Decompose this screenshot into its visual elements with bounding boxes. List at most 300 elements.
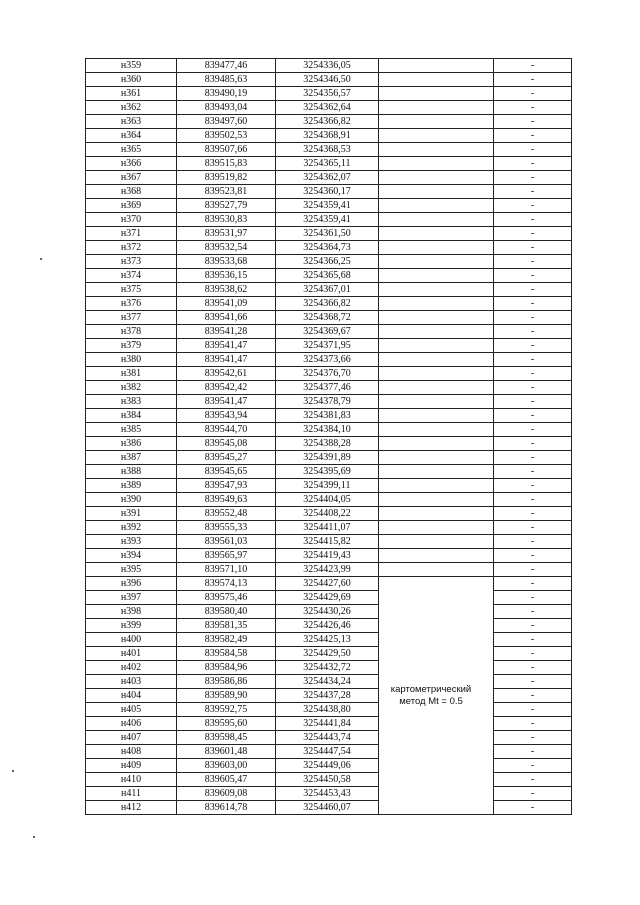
error-cell: - [494, 87, 572, 101]
x-coordinate-cell: 839530,83 [177, 213, 276, 227]
y-coordinate-cell: 3254366,25 [276, 255, 379, 269]
error-cell: - [494, 605, 572, 619]
point-id-cell: н383 [86, 395, 177, 409]
y-coordinate-cell: 3254336,05 [276, 59, 379, 73]
error-cell: - [494, 479, 572, 493]
method-cell-empty [379, 269, 494, 283]
x-coordinate-cell: 839541,28 [177, 325, 276, 339]
error-cell: - [494, 591, 572, 605]
method-cell-empty [379, 311, 494, 325]
method-cell-empty [379, 227, 494, 241]
y-coordinate-cell: 3254453,43 [276, 787, 379, 801]
point-id-cell: н409 [86, 759, 177, 773]
scan-speck [33, 836, 35, 838]
x-coordinate-cell: 839595,60 [177, 717, 276, 731]
table-row [86, 479, 572, 493]
table-row [86, 255, 572, 269]
error-cell: - [494, 801, 572, 815]
point-id-cell: н392 [86, 521, 177, 535]
y-coordinate-cell: 3254434,24 [276, 675, 379, 689]
error-cell: - [494, 451, 572, 465]
method-cell-empty [379, 199, 494, 213]
error-cell: - [494, 297, 572, 311]
method-cell-empty [379, 535, 494, 549]
table-row [86, 577, 572, 591]
table-row [86, 549, 572, 563]
method-cell-empty [379, 213, 494, 227]
point-id-cell: н398 [86, 605, 177, 619]
error-cell: - [494, 129, 572, 143]
point-id-cell: н366 [86, 157, 177, 171]
method-cell-empty [379, 353, 494, 367]
error-cell: - [494, 787, 572, 801]
y-coordinate-cell: 3254399,11 [276, 479, 379, 493]
x-coordinate-cell: 839561,03 [177, 535, 276, 549]
point-id-cell: н373 [86, 255, 177, 269]
method-cell-empty [379, 521, 494, 535]
y-coordinate-cell: 3254443,74 [276, 731, 379, 745]
point-id-cell: н387 [86, 451, 177, 465]
x-coordinate-cell: 839545,65 [177, 465, 276, 479]
table-row [86, 171, 572, 185]
table-row [86, 633, 572, 647]
table-row [86, 101, 572, 115]
y-coordinate-cell: 3254366,82 [276, 297, 379, 311]
point-id-cell: н397 [86, 591, 177, 605]
y-coordinate-cell: 3254450,58 [276, 773, 379, 787]
error-cell: - [494, 241, 572, 255]
y-coordinate-cell: 3254426,46 [276, 619, 379, 633]
point-id-cell: н367 [86, 171, 177, 185]
x-coordinate-cell: 839586,86 [177, 675, 276, 689]
y-coordinate-cell: 3254346,50 [276, 73, 379, 87]
point-id-cell: н407 [86, 731, 177, 745]
x-coordinate-cell: 839545,08 [177, 437, 276, 451]
table-row [86, 717, 572, 731]
table-row [86, 59, 572, 73]
x-coordinate-cell: 839580,40 [177, 605, 276, 619]
error-cell: - [494, 367, 572, 381]
y-coordinate-cell: 3254361,50 [276, 227, 379, 241]
table-row [86, 787, 572, 801]
table-row [86, 675, 572, 689]
error-cell: - [494, 465, 572, 479]
x-coordinate-cell: 839531,97 [177, 227, 276, 241]
error-cell: - [494, 395, 572, 409]
error-cell: - [494, 731, 572, 745]
x-coordinate-cell: 839584,58 [177, 647, 276, 661]
point-id-cell: н380 [86, 353, 177, 367]
table-row [86, 689, 572, 703]
x-coordinate-cell: 839575,46 [177, 591, 276, 605]
coordinates-table [85, 58, 572, 815]
x-coordinate-cell: 839592,75 [177, 703, 276, 717]
method-cell-empty [379, 87, 494, 101]
table-row [86, 521, 572, 535]
method-cell-empty [379, 493, 494, 507]
table-row [86, 311, 572, 325]
error-cell: - [494, 255, 572, 269]
error-cell: - [494, 717, 572, 731]
table-row [86, 297, 572, 311]
table-row [86, 451, 572, 465]
y-coordinate-cell: 3254429,50 [276, 647, 379, 661]
x-coordinate-cell: 839574,13 [177, 577, 276, 591]
method-cell-empty [379, 325, 494, 339]
error-cell: - [494, 423, 572, 437]
x-coordinate-cell: 839609,08 [177, 787, 276, 801]
point-id-cell: н400 [86, 633, 177, 647]
point-id-cell: н384 [86, 409, 177, 423]
table-row [86, 367, 572, 381]
x-coordinate-cell: 839541,66 [177, 311, 276, 325]
error-cell: - [494, 185, 572, 199]
y-coordinate-cell: 3254367,01 [276, 283, 379, 297]
point-id-cell: н388 [86, 465, 177, 479]
error-cell: - [494, 689, 572, 703]
method-cell-empty [379, 129, 494, 143]
x-coordinate-cell: 839533,68 [177, 255, 276, 269]
x-coordinate-cell: 839523,81 [177, 185, 276, 199]
error-cell: - [494, 577, 572, 591]
method-cell-empty [379, 437, 494, 451]
table-row [86, 353, 572, 367]
method-cell-empty [379, 171, 494, 185]
y-coordinate-cell: 3254423,99 [276, 563, 379, 577]
table-row [86, 241, 572, 255]
table-row [86, 129, 572, 143]
table-row [86, 269, 572, 283]
error-cell: - [494, 647, 572, 661]
point-id-cell: н403 [86, 675, 177, 689]
error-cell: - [494, 171, 572, 185]
point-id-cell: н379 [86, 339, 177, 353]
point-id-cell: н410 [86, 773, 177, 787]
error-cell: - [494, 759, 572, 773]
x-coordinate-cell: 839555,33 [177, 521, 276, 535]
point-id-cell: н411 [86, 787, 177, 801]
table-row [86, 661, 572, 675]
error-cell: - [494, 661, 572, 675]
error-cell: - [494, 157, 572, 171]
y-coordinate-cell: 3254460,07 [276, 801, 379, 815]
table-row [86, 395, 572, 409]
method-cell-empty [379, 115, 494, 129]
point-id-cell: н363 [86, 115, 177, 129]
error-cell: - [494, 143, 572, 157]
y-coordinate-cell: 3254441,84 [276, 717, 379, 731]
method-cell-empty [379, 381, 494, 395]
y-coordinate-cell: 3254384,10 [276, 423, 379, 437]
x-coordinate-cell: 839541,47 [177, 395, 276, 409]
x-coordinate-cell: 839527,79 [177, 199, 276, 213]
table-row [86, 465, 572, 479]
x-coordinate-cell: 839581,35 [177, 619, 276, 633]
y-coordinate-cell: 3254373,66 [276, 353, 379, 367]
x-coordinate-cell: 839603,00 [177, 759, 276, 773]
point-id-cell: н404 [86, 689, 177, 703]
error-cell: - [494, 703, 572, 717]
error-cell: - [494, 633, 572, 647]
y-coordinate-cell: 3254395,69 [276, 465, 379, 479]
point-id-cell: н377 [86, 311, 177, 325]
table-row [86, 493, 572, 507]
y-coordinate-cell: 3254449,06 [276, 759, 379, 773]
y-coordinate-cell: 3254368,53 [276, 143, 379, 157]
table-row [86, 73, 572, 87]
table-row [86, 591, 572, 605]
point-id-cell: н378 [86, 325, 177, 339]
error-cell: - [494, 563, 572, 577]
point-id-cell: н360 [86, 73, 177, 87]
error-cell: - [494, 269, 572, 283]
table-row [86, 759, 572, 773]
table-row [86, 423, 572, 437]
y-coordinate-cell: 3254430,26 [276, 605, 379, 619]
point-id-cell: н385 [86, 423, 177, 437]
point-id-cell: н365 [86, 143, 177, 157]
table-row [86, 535, 572, 549]
table-row [86, 157, 572, 171]
y-coordinate-cell: 3254365,11 [276, 157, 379, 171]
x-coordinate-cell: 839541,47 [177, 339, 276, 353]
x-coordinate-cell: 839547,93 [177, 479, 276, 493]
error-cell: - [494, 549, 572, 563]
x-coordinate-cell: 839543,94 [177, 409, 276, 423]
point-id-cell: н389 [86, 479, 177, 493]
y-coordinate-cell: 3254368,91 [276, 129, 379, 143]
method-cell-empty [379, 185, 494, 199]
x-coordinate-cell: 839601,48 [177, 745, 276, 759]
point-id-cell: н374 [86, 269, 177, 283]
table-row [86, 773, 572, 787]
y-coordinate-cell: 3254415,82 [276, 535, 379, 549]
error-cell: - [494, 115, 572, 129]
x-coordinate-cell: 839549,63 [177, 493, 276, 507]
x-coordinate-cell: 839485,63 [177, 73, 276, 87]
table-row [86, 437, 572, 451]
table-row [86, 213, 572, 227]
table-row [86, 325, 572, 339]
method-cell-empty [379, 241, 494, 255]
error-cell: - [494, 493, 572, 507]
x-coordinate-cell: 839605,47 [177, 773, 276, 787]
point-id-cell: н399 [86, 619, 177, 633]
y-coordinate-cell: 3254381,83 [276, 409, 379, 423]
x-coordinate-cell: 839614,78 [177, 801, 276, 815]
y-coordinate-cell: 3254438,80 [276, 703, 379, 717]
x-coordinate-cell: 839589,90 [177, 689, 276, 703]
x-coordinate-cell: 839502,53 [177, 129, 276, 143]
error-cell: - [494, 73, 572, 87]
scan-speck [12, 770, 14, 772]
x-coordinate-cell: 839565,97 [177, 549, 276, 563]
x-coordinate-cell: 839538,62 [177, 283, 276, 297]
x-coordinate-cell: 839571,10 [177, 563, 276, 577]
point-id-cell: н395 [86, 563, 177, 577]
y-coordinate-cell: 3254362,64 [276, 101, 379, 115]
y-coordinate-cell: 3254360,17 [276, 185, 379, 199]
table-row [86, 87, 572, 101]
x-coordinate-cell: 839536,15 [177, 269, 276, 283]
point-id-cell: н393 [86, 535, 177, 549]
error-cell: - [494, 773, 572, 787]
point-id-cell: н386 [86, 437, 177, 451]
x-coordinate-cell: 839541,09 [177, 297, 276, 311]
method-cell-empty [379, 101, 494, 115]
method-cell-empty [379, 367, 494, 381]
point-id-cell: н371 [86, 227, 177, 241]
error-cell: - [494, 409, 572, 423]
table-row [86, 801, 572, 815]
y-coordinate-cell: 3254377,46 [276, 381, 379, 395]
method-cell-empty [379, 563, 494, 577]
method-cell-empty [379, 339, 494, 353]
error-cell: - [494, 101, 572, 115]
point-id-cell: н401 [86, 647, 177, 661]
y-coordinate-cell: 3254368,72 [276, 311, 379, 325]
x-coordinate-cell: 839542,42 [177, 381, 276, 395]
table-row [86, 619, 572, 633]
table-row [86, 339, 572, 353]
point-id-cell: н375 [86, 283, 177, 297]
method-cell-empty [379, 479, 494, 493]
x-coordinate-cell: 839541,47 [177, 353, 276, 367]
point-id-cell: н408 [86, 745, 177, 759]
point-id-cell: н396 [86, 577, 177, 591]
table-row [86, 227, 572, 241]
table-row [86, 381, 572, 395]
table-row [86, 115, 572, 129]
y-coordinate-cell: 3254364,73 [276, 241, 379, 255]
method-cell-empty [379, 157, 494, 171]
y-coordinate-cell: 3254427,60 [276, 577, 379, 591]
error-cell: - [494, 339, 572, 353]
y-coordinate-cell: 3254359,41 [276, 199, 379, 213]
y-coordinate-cell: 3254437,28 [276, 689, 379, 703]
error-cell: - [494, 675, 572, 689]
method-cell-empty [379, 423, 494, 437]
error-cell: - [494, 227, 572, 241]
point-id-cell: н370 [86, 213, 177, 227]
y-coordinate-cell: 3254411,07 [276, 521, 379, 535]
table-row [86, 409, 572, 423]
y-coordinate-cell: 3254419,43 [276, 549, 379, 563]
method-accuracy: метод Mt = 0.5 [399, 695, 463, 707]
error-cell: - [494, 507, 572, 521]
error-cell: - [494, 381, 572, 395]
error-cell: - [494, 535, 572, 549]
point-id-cell: н368 [86, 185, 177, 199]
y-coordinate-cell: 3254362,07 [276, 171, 379, 185]
table-row [86, 647, 572, 661]
table-row [86, 143, 572, 157]
point-id-cell: н359 [86, 59, 177, 73]
method-cell-empty [379, 73, 494, 87]
method-cell [379, 577, 494, 815]
y-coordinate-cell: 3254388,28 [276, 437, 379, 451]
error-cell: - [494, 521, 572, 535]
error-cell: - [494, 745, 572, 759]
point-id-cell: н372 [86, 241, 177, 255]
table-row [86, 745, 572, 759]
x-coordinate-cell: 839507,66 [177, 143, 276, 157]
point-id-cell: н381 [86, 367, 177, 381]
table-row [86, 703, 572, 717]
method-cell-empty [379, 549, 494, 563]
y-coordinate-cell: 3254425,13 [276, 633, 379, 647]
method-cell-empty [379, 143, 494, 157]
y-coordinate-cell: 3254359,41 [276, 213, 379, 227]
method-cell-empty [379, 451, 494, 465]
point-id-cell: н412 [86, 801, 177, 815]
x-coordinate-cell: 839545,27 [177, 451, 276, 465]
method-cell-empty [379, 283, 494, 297]
point-id-cell: н406 [86, 717, 177, 731]
point-id-cell: н361 [86, 87, 177, 101]
table-row [86, 605, 572, 619]
error-cell: - [494, 59, 572, 73]
point-id-cell: н364 [86, 129, 177, 143]
point-id-cell: н369 [86, 199, 177, 213]
error-cell: - [494, 353, 572, 367]
table-row [86, 731, 572, 745]
x-coordinate-cell: 839515,83 [177, 157, 276, 171]
table-row [86, 199, 572, 213]
error-cell: - [494, 199, 572, 213]
y-coordinate-cell: 3254404,05 [276, 493, 379, 507]
method-cell-empty [379, 465, 494, 479]
point-id-cell: н391 [86, 507, 177, 521]
x-coordinate-cell: 839532,54 [177, 241, 276, 255]
point-id-cell: н405 [86, 703, 177, 717]
method-cell-empty [379, 395, 494, 409]
scan-speck [40, 258, 42, 260]
method-cell-empty [379, 297, 494, 311]
x-coordinate-cell: 839542,61 [177, 367, 276, 381]
method-name: картометрический [390, 683, 472, 695]
x-coordinate-cell: 839490,19 [177, 87, 276, 101]
table-row [86, 185, 572, 199]
y-coordinate-cell: 3254356,57 [276, 87, 379, 101]
x-coordinate-cell: 839584,96 [177, 661, 276, 675]
x-coordinate-cell: 839582,49 [177, 633, 276, 647]
y-coordinate-cell: 3254391,89 [276, 451, 379, 465]
point-id-cell: н362 [86, 101, 177, 115]
error-cell: - [494, 283, 572, 297]
x-coordinate-cell: 839519,82 [177, 171, 276, 185]
y-coordinate-cell: 3254369,67 [276, 325, 379, 339]
error-cell: - [494, 619, 572, 633]
x-coordinate-cell: 839497,60 [177, 115, 276, 129]
y-coordinate-cell: 3254432,72 [276, 661, 379, 675]
coordinates-table-body [86, 59, 572, 815]
x-coordinate-cell: 839477,46 [177, 59, 276, 73]
point-id-cell: н394 [86, 549, 177, 563]
x-coordinate-cell: 839552,48 [177, 507, 276, 521]
error-cell: - [494, 311, 572, 325]
x-coordinate-cell: 839493,04 [177, 101, 276, 115]
error-cell: - [494, 325, 572, 339]
error-cell: - [494, 213, 572, 227]
y-coordinate-cell: 3254429,69 [276, 591, 379, 605]
method-cell-empty [379, 59, 494, 73]
y-coordinate-cell: 3254447,54 [276, 745, 379, 759]
table-row [86, 283, 572, 297]
table-row [86, 507, 572, 521]
y-coordinate-cell: 3254366,82 [276, 115, 379, 129]
point-id-cell: н402 [86, 661, 177, 675]
